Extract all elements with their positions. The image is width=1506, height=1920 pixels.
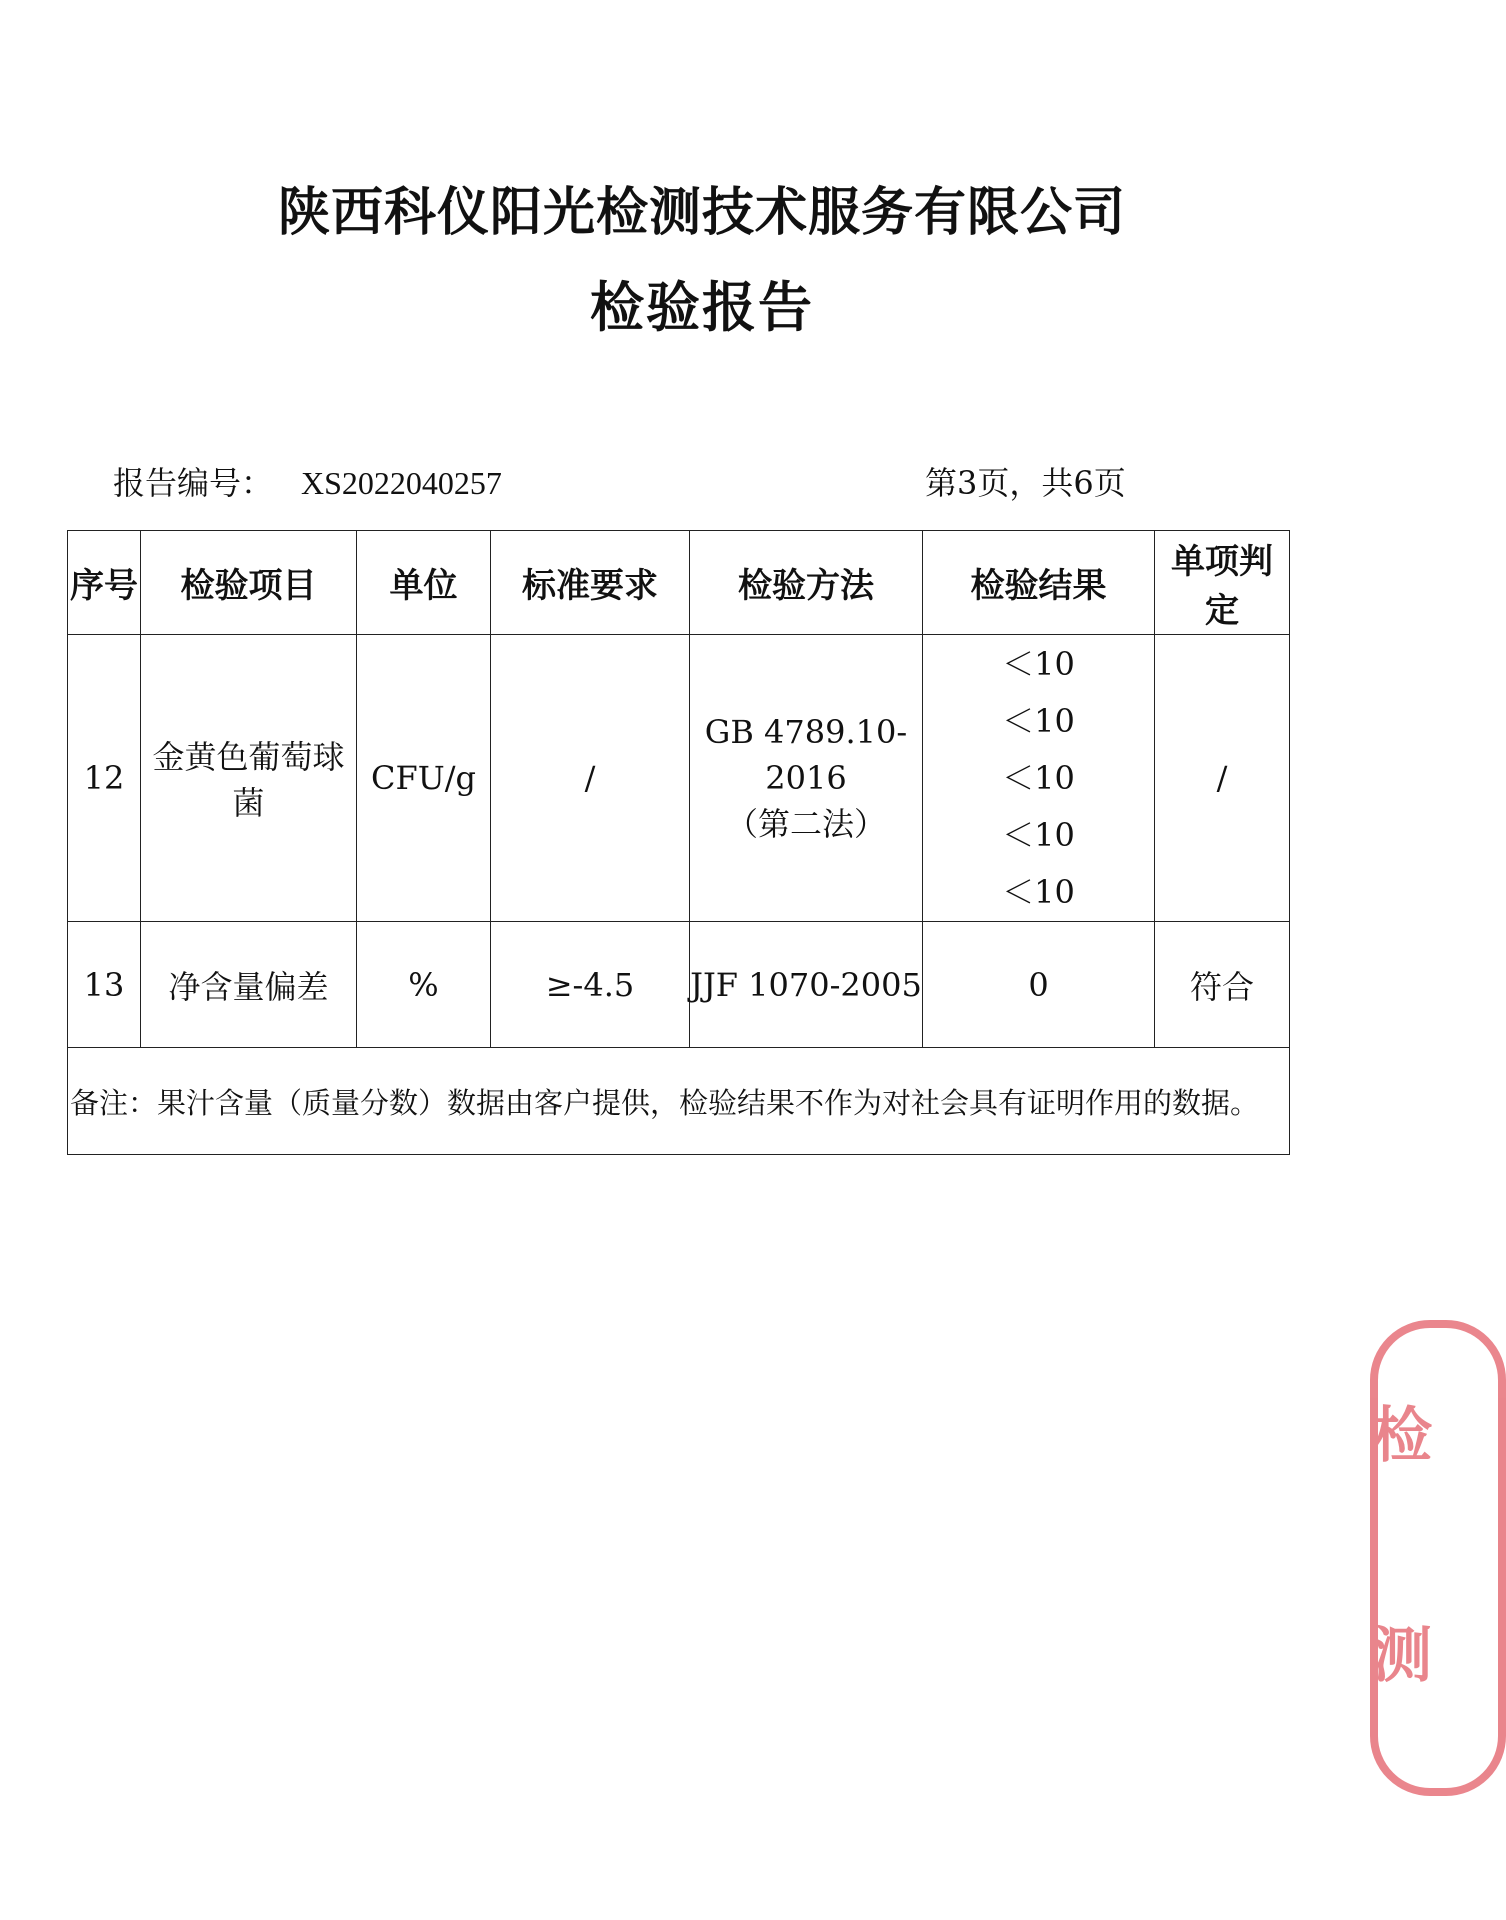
method-line: GB 4789.10-2016 xyxy=(704,713,908,797)
header-requirement: 标准要求 xyxy=(491,531,690,635)
result-line: ＜10 xyxy=(1002,701,1075,740)
header-judgement: 单项判定 xyxy=(1155,531,1290,635)
header-result: 检验结果 xyxy=(923,531,1155,635)
inspection-table xyxy=(67,530,1290,1155)
seal-char: 检 xyxy=(1372,1401,1432,1471)
report-number xyxy=(113,458,502,504)
cell-item: 净含量偏差 xyxy=(141,922,357,1048)
method-line: （第二法） xyxy=(725,805,886,843)
remark-row xyxy=(68,1048,1290,1155)
header-no: 序号 xyxy=(68,531,141,635)
result-line: ＜10 xyxy=(1002,644,1075,683)
company-name: 陕西科仪阳光检测技术服务有限公司 xyxy=(277,183,1126,243)
report-number-label: 报告编号： xyxy=(113,464,274,502)
cell-judgement: 符合 xyxy=(1155,922,1290,1048)
page-info: 第3页，共6页 xyxy=(925,464,1126,502)
remark-text: 备注：果汁含量（质量分数）数据由客户提供，检验结果不作为对社会具有证明作用的数据。 xyxy=(68,1048,1290,1155)
cell-requirement: ≥-4.5 xyxy=(491,922,690,1048)
header-item: 检验项目 xyxy=(141,531,357,635)
cell-unit: CFU/g xyxy=(357,635,491,922)
header-unit: 单位 xyxy=(357,531,491,635)
cell-no: 12 xyxy=(68,635,141,922)
table-row xyxy=(68,635,1290,922)
cell-requirement: / xyxy=(491,635,690,922)
cell-result xyxy=(923,635,1155,922)
table-header-row xyxy=(68,531,1290,635)
table-row xyxy=(68,922,1290,1048)
report-number-value: XS2022040257 xyxy=(301,465,502,501)
cell-method xyxy=(690,635,923,922)
cell-no: 13 xyxy=(68,922,141,1048)
result-line: ＜10 xyxy=(1002,758,1075,797)
document-title: 检验报告 xyxy=(590,276,814,339)
official-seal-stamp xyxy=(1370,1320,1506,1796)
cell-result: 0 xyxy=(923,922,1155,1048)
cell-unit: % xyxy=(357,922,491,1048)
result-line: ＜10 xyxy=(1002,872,1075,911)
cell-item: 金黄色葡萄球菌 xyxy=(141,635,357,922)
cell-judgement: / xyxy=(1155,635,1290,922)
cell-method: JJF 1070-2005 xyxy=(690,922,923,1048)
header-method: 检验方法 xyxy=(690,531,923,635)
result-line: ＜10 xyxy=(1002,815,1075,854)
seal-char: 测 xyxy=(1372,1621,1432,1691)
